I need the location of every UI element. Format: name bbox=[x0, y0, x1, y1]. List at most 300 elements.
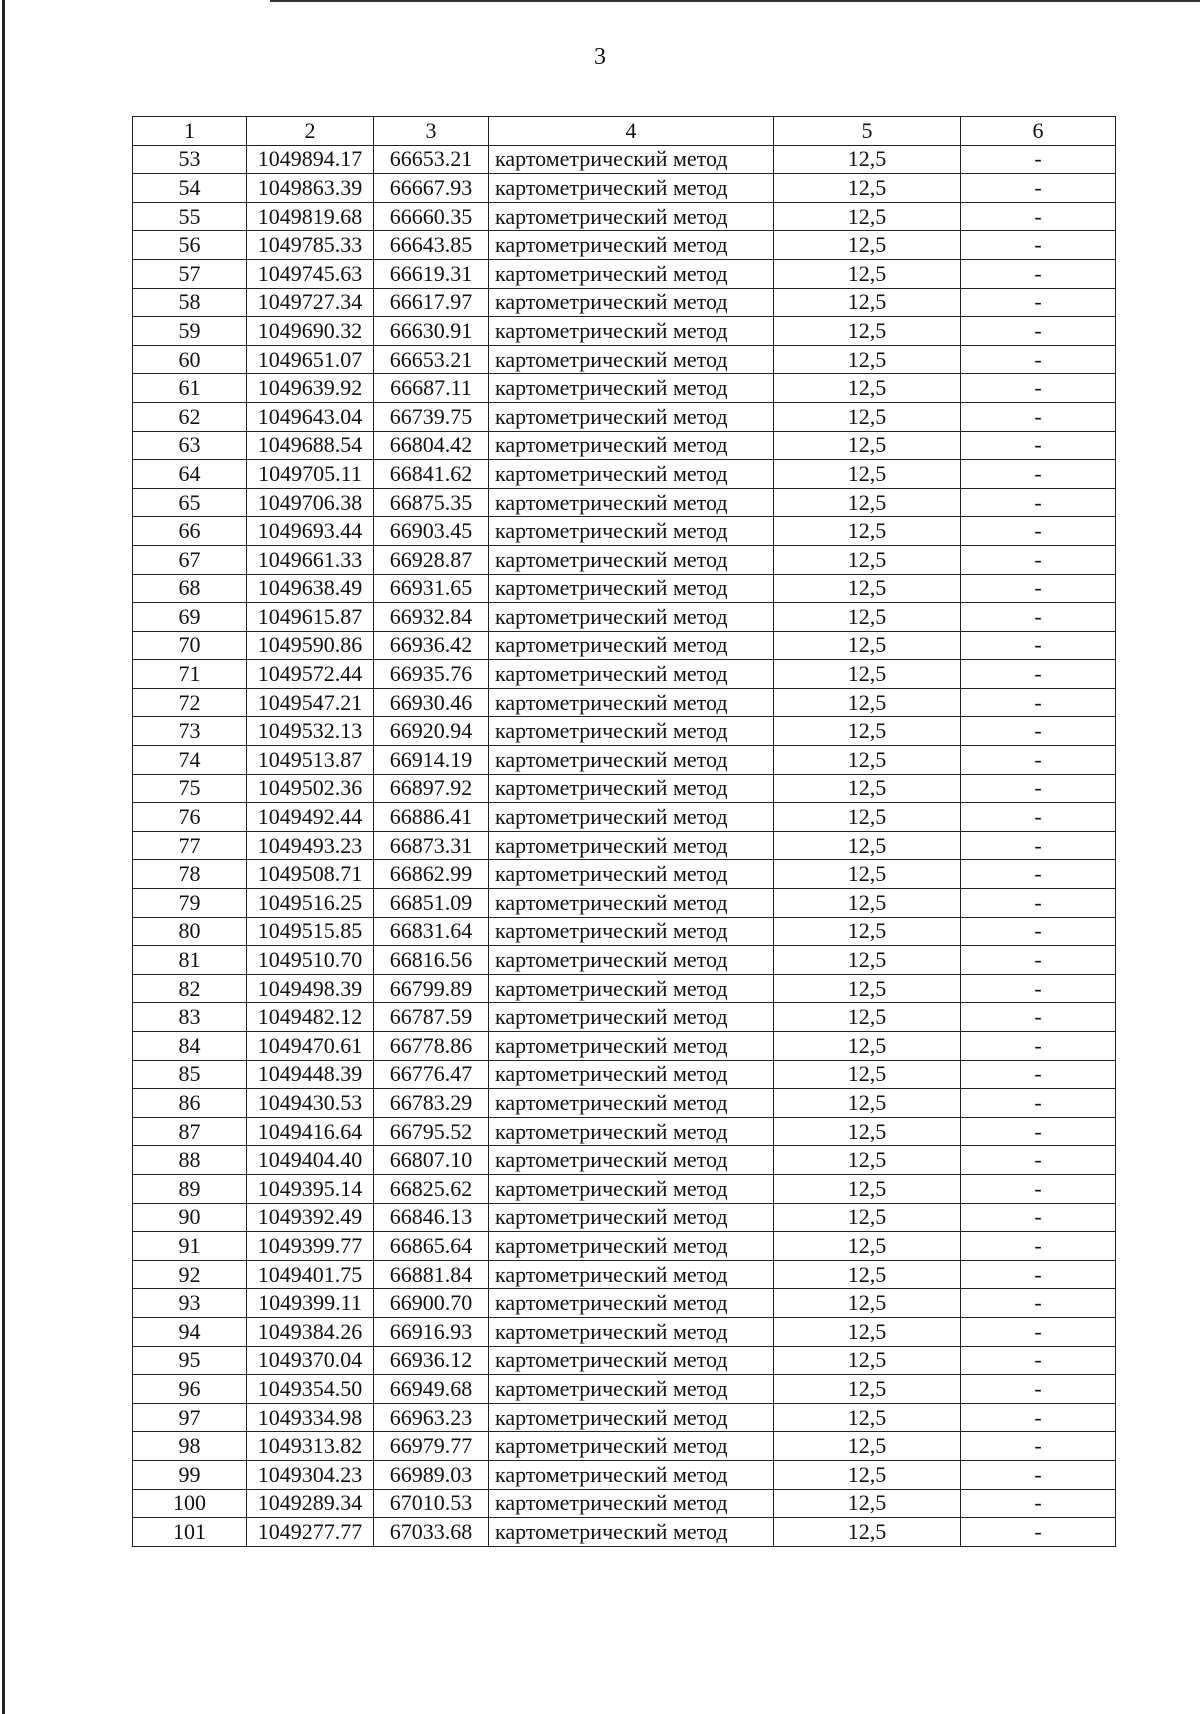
description-cell: - bbox=[961, 259, 1116, 288]
x-coordinate-cell: 1049705.11 bbox=[247, 460, 374, 489]
point-number-cell: 80 bbox=[133, 917, 247, 946]
table-row bbox=[133, 517, 1116, 546]
method-cell: картометрический метод bbox=[489, 1403, 774, 1432]
description-cell: - bbox=[961, 345, 1116, 374]
point-number-cell: 56 bbox=[133, 231, 247, 260]
y-coordinate-cell: 66846.13 bbox=[374, 1203, 489, 1232]
description-cell: - bbox=[961, 517, 1116, 546]
x-coordinate-cell: 1049395.14 bbox=[247, 1174, 374, 1203]
method-cell: картометрический метод bbox=[489, 545, 774, 574]
description-cell: - bbox=[961, 1375, 1116, 1404]
description-cell: - bbox=[961, 574, 1116, 603]
accuracy-cell: 12,5 bbox=[774, 1089, 961, 1118]
y-coordinate-cell: 66963.23 bbox=[374, 1403, 489, 1432]
y-coordinate-cell: 66776.47 bbox=[374, 1060, 489, 1089]
column-header-1: 1 bbox=[133, 117, 247, 146]
page-number: 3 bbox=[594, 44, 606, 70]
x-coordinate-cell: 1049572.44 bbox=[247, 660, 374, 689]
point-number-cell: 54 bbox=[133, 174, 247, 203]
accuracy-cell: 12,5 bbox=[774, 1146, 961, 1175]
table-row bbox=[133, 1289, 1116, 1318]
method-cell: картометрический метод bbox=[489, 1317, 774, 1346]
point-number-cell: 73 bbox=[133, 717, 247, 746]
accuracy-cell: 12,5 bbox=[774, 431, 961, 460]
method-cell: картометрический метод bbox=[489, 889, 774, 918]
point-number-cell: 89 bbox=[133, 1174, 247, 1203]
description-cell: - bbox=[961, 460, 1116, 489]
x-coordinate-cell: 1049688.54 bbox=[247, 431, 374, 460]
y-coordinate-cell: 66831.64 bbox=[374, 917, 489, 946]
y-coordinate-cell: 66687.11 bbox=[374, 374, 489, 403]
x-coordinate-cell: 1049370.04 bbox=[247, 1346, 374, 1375]
y-coordinate-cell: 66825.62 bbox=[374, 1174, 489, 1203]
y-coordinate-cell: 66886.41 bbox=[374, 803, 489, 832]
method-cell: картометрический метод bbox=[489, 574, 774, 603]
accuracy-cell: 12,5 bbox=[774, 1346, 961, 1375]
method-cell: картометрический метод bbox=[489, 917, 774, 946]
x-coordinate-cell: 1049615.87 bbox=[247, 603, 374, 632]
x-coordinate-cell: 1049289.34 bbox=[247, 1489, 374, 1518]
accuracy-cell: 12,5 bbox=[774, 946, 961, 975]
x-coordinate-cell: 1049277.77 bbox=[247, 1518, 374, 1547]
y-coordinate-cell: 66931.65 bbox=[374, 574, 489, 603]
description-cell: - bbox=[961, 974, 1116, 1003]
point-number-cell: 77 bbox=[133, 831, 247, 860]
accuracy-cell: 12,5 bbox=[774, 1317, 961, 1346]
table-row bbox=[133, 145, 1116, 174]
accuracy-cell: 12,5 bbox=[774, 889, 961, 918]
description-cell: - bbox=[961, 1089, 1116, 1118]
table-row bbox=[133, 488, 1116, 517]
accuracy-cell: 12,5 bbox=[774, 488, 961, 517]
accuracy-cell: 12,5 bbox=[774, 1060, 961, 1089]
table-row bbox=[133, 1003, 1116, 1032]
method-cell: картометрический метод bbox=[489, 174, 774, 203]
x-coordinate-cell: 1049416.64 bbox=[247, 1117, 374, 1146]
table-row bbox=[133, 1117, 1116, 1146]
y-coordinate-cell: 66865.64 bbox=[374, 1232, 489, 1261]
description-cell: - bbox=[961, 1489, 1116, 1518]
y-coordinate-cell: 66851.09 bbox=[374, 889, 489, 918]
accuracy-cell: 12,5 bbox=[774, 374, 961, 403]
accuracy-cell: 12,5 bbox=[774, 1174, 961, 1203]
point-number-cell: 60 bbox=[133, 345, 247, 374]
accuracy-cell: 12,5 bbox=[774, 1232, 961, 1261]
table-row bbox=[133, 860, 1116, 889]
x-coordinate-cell: 1049493.23 bbox=[247, 831, 374, 860]
table-row bbox=[133, 1460, 1116, 1489]
method-cell: картометрический метод bbox=[489, 345, 774, 374]
y-coordinate-cell: 66920.94 bbox=[374, 717, 489, 746]
method-cell: картометрический метод bbox=[489, 1060, 774, 1089]
point-number-cell: 69 bbox=[133, 603, 247, 632]
point-number-cell: 53 bbox=[133, 145, 247, 174]
method-cell: картометрический метод bbox=[489, 317, 774, 346]
column-header-4: 4 bbox=[489, 117, 774, 146]
x-coordinate-cell: 1049404.40 bbox=[247, 1146, 374, 1175]
y-coordinate-cell: 66667.93 bbox=[374, 174, 489, 203]
method-cell: картометрический метод bbox=[489, 145, 774, 174]
x-coordinate-cell: 1049470.61 bbox=[247, 1032, 374, 1061]
method-cell: картометрический метод bbox=[489, 603, 774, 632]
method-cell: картометрический метод bbox=[489, 831, 774, 860]
x-coordinate-cell: 1049863.39 bbox=[247, 174, 374, 203]
accuracy-cell: 12,5 bbox=[774, 517, 961, 546]
description-cell: - bbox=[961, 431, 1116, 460]
table-row bbox=[133, 1346, 1116, 1375]
point-number-cell: 68 bbox=[133, 574, 247, 603]
y-coordinate-cell: 66783.29 bbox=[374, 1089, 489, 1118]
scan-top-edge bbox=[270, 0, 1200, 2]
point-number-cell: 66 bbox=[133, 517, 247, 546]
table-row bbox=[133, 774, 1116, 803]
table-row bbox=[133, 831, 1116, 860]
point-number-cell: 85 bbox=[133, 1060, 247, 1089]
point-number-cell: 79 bbox=[133, 889, 247, 918]
point-number-cell: 98 bbox=[133, 1432, 247, 1461]
y-coordinate-cell: 66617.97 bbox=[374, 288, 489, 317]
description-cell: - bbox=[961, 1003, 1116, 1032]
y-coordinate-cell: 66619.31 bbox=[374, 259, 489, 288]
method-cell: картометрический метод bbox=[489, 774, 774, 803]
description-cell: - bbox=[961, 288, 1116, 317]
y-coordinate-cell: 66643.85 bbox=[374, 231, 489, 260]
accuracy-cell: 12,5 bbox=[774, 1260, 961, 1289]
accuracy-cell: 12,5 bbox=[774, 1289, 961, 1318]
description-cell: - bbox=[961, 717, 1116, 746]
accuracy-cell: 12,5 bbox=[774, 1032, 961, 1061]
accuracy-cell: 12,5 bbox=[774, 660, 961, 689]
table-row bbox=[133, 946, 1116, 975]
method-cell: картометрический метод bbox=[489, 460, 774, 489]
method-cell: картометрический метод bbox=[489, 1460, 774, 1489]
point-number-cell: 82 bbox=[133, 974, 247, 1003]
method-cell: картометрический метод bbox=[489, 1289, 774, 1318]
table-row bbox=[133, 288, 1116, 317]
point-number-cell: 74 bbox=[133, 746, 247, 775]
x-coordinate-cell: 1049498.39 bbox=[247, 974, 374, 1003]
y-coordinate-cell: 66660.35 bbox=[374, 202, 489, 231]
x-coordinate-cell: 1049638.49 bbox=[247, 574, 374, 603]
table-row bbox=[133, 545, 1116, 574]
method-cell: картометрический метод bbox=[489, 231, 774, 260]
accuracy-cell: 12,5 bbox=[774, 545, 961, 574]
y-coordinate-cell: 66778.86 bbox=[374, 1032, 489, 1061]
point-number-cell: 93 bbox=[133, 1289, 247, 1318]
x-coordinate-cell: 1049690.32 bbox=[247, 317, 374, 346]
accuracy-cell: 12,5 bbox=[774, 259, 961, 288]
method-cell: картометрический метод bbox=[489, 946, 774, 975]
table-row bbox=[133, 1317, 1116, 1346]
x-coordinate-cell: 1049384.26 bbox=[247, 1317, 374, 1346]
accuracy-cell: 12,5 bbox=[774, 1117, 961, 1146]
description-cell: - bbox=[961, 374, 1116, 403]
method-cell: картометрический метод bbox=[489, 402, 774, 431]
description-cell: - bbox=[961, 1174, 1116, 1203]
table-row bbox=[133, 603, 1116, 632]
description-cell: - bbox=[961, 1260, 1116, 1289]
y-coordinate-cell: 66903.45 bbox=[374, 517, 489, 546]
description-cell: - bbox=[961, 402, 1116, 431]
y-coordinate-cell: 66928.87 bbox=[374, 545, 489, 574]
method-cell: картометрический метод bbox=[489, 1346, 774, 1375]
x-coordinate-cell: 1049448.39 bbox=[247, 1060, 374, 1089]
method-cell: картометрический метод bbox=[489, 517, 774, 546]
table-row bbox=[133, 1489, 1116, 1518]
method-cell: картометрический метод bbox=[489, 431, 774, 460]
x-coordinate-cell: 1049502.36 bbox=[247, 774, 374, 803]
point-number-cell: 84 bbox=[133, 1032, 247, 1061]
y-coordinate-cell: 66916.93 bbox=[374, 1317, 489, 1346]
table-row bbox=[133, 1232, 1116, 1261]
description-cell: - bbox=[961, 1403, 1116, 1432]
table-row bbox=[133, 1432, 1116, 1461]
x-coordinate-cell: 1049651.07 bbox=[247, 345, 374, 374]
x-coordinate-cell: 1049508.71 bbox=[247, 860, 374, 889]
y-coordinate-cell: 66630.91 bbox=[374, 317, 489, 346]
method-cell: картометрический метод bbox=[489, 660, 774, 689]
table-body bbox=[133, 145, 1116, 1546]
y-coordinate-cell: 66936.12 bbox=[374, 1346, 489, 1375]
method-cell: картометрический метод bbox=[489, 488, 774, 517]
accuracy-cell: 12,5 bbox=[774, 774, 961, 803]
description-cell: - bbox=[961, 917, 1116, 946]
table-row bbox=[133, 1032, 1116, 1061]
table-row bbox=[133, 660, 1116, 689]
description-cell: - bbox=[961, 488, 1116, 517]
table-row bbox=[133, 259, 1116, 288]
x-coordinate-cell: 1049304.23 bbox=[247, 1460, 374, 1489]
point-number-cell: 65 bbox=[133, 488, 247, 517]
accuracy-cell: 12,5 bbox=[774, 1375, 961, 1404]
method-cell: картометрический метод bbox=[489, 1232, 774, 1261]
table-row bbox=[133, 431, 1116, 460]
point-number-cell: 91 bbox=[133, 1232, 247, 1261]
point-number-cell: 59 bbox=[133, 317, 247, 346]
table-row bbox=[133, 717, 1116, 746]
method-cell: картометрический метод bbox=[489, 717, 774, 746]
table-row bbox=[133, 1146, 1116, 1175]
y-coordinate-cell: 66989.03 bbox=[374, 1460, 489, 1489]
method-cell: картометрический метод bbox=[489, 374, 774, 403]
point-number-cell: 61 bbox=[133, 374, 247, 403]
y-coordinate-cell: 66930.46 bbox=[374, 688, 489, 717]
description-cell: - bbox=[961, 1232, 1116, 1261]
description-cell: - bbox=[961, 231, 1116, 260]
table-row bbox=[133, 460, 1116, 489]
y-coordinate-cell: 66900.70 bbox=[374, 1289, 489, 1318]
x-coordinate-cell: 1049313.82 bbox=[247, 1432, 374, 1461]
table-row bbox=[133, 402, 1116, 431]
accuracy-cell: 12,5 bbox=[774, 574, 961, 603]
y-coordinate-cell: 66862.99 bbox=[374, 860, 489, 889]
x-coordinate-cell: 1049334.98 bbox=[247, 1403, 374, 1432]
method-cell: картометрический метод bbox=[489, 1089, 774, 1118]
point-number-cell: 87 bbox=[133, 1117, 247, 1146]
x-coordinate-cell: 1049399.11 bbox=[247, 1289, 374, 1318]
point-number-cell: 75 bbox=[133, 774, 247, 803]
table-row bbox=[133, 1089, 1116, 1118]
x-coordinate-cell: 1049785.33 bbox=[247, 231, 374, 260]
description-cell: - bbox=[961, 1346, 1116, 1375]
accuracy-cell: 12,5 bbox=[774, 231, 961, 260]
y-coordinate-cell: 66897.92 bbox=[374, 774, 489, 803]
x-coordinate-cell: 1049639.92 bbox=[247, 374, 374, 403]
method-cell: картометрический метод bbox=[489, 803, 774, 832]
method-cell: картометрический метод bbox=[489, 1203, 774, 1232]
column-header-6: 6 bbox=[961, 117, 1116, 146]
point-number-cell: 70 bbox=[133, 631, 247, 660]
method-cell: картометрический метод bbox=[489, 631, 774, 660]
accuracy-cell: 12,5 bbox=[774, 1403, 961, 1432]
x-coordinate-cell: 1049894.17 bbox=[247, 145, 374, 174]
x-coordinate-cell: 1049532.13 bbox=[247, 717, 374, 746]
y-coordinate-cell: 66799.89 bbox=[374, 974, 489, 1003]
accuracy-cell: 12,5 bbox=[774, 202, 961, 231]
x-coordinate-cell: 1049819.68 bbox=[247, 202, 374, 231]
method-cell: картометрический метод bbox=[489, 746, 774, 775]
x-coordinate-cell: 1049515.85 bbox=[247, 917, 374, 946]
y-coordinate-cell: 66881.84 bbox=[374, 1260, 489, 1289]
description-cell: - bbox=[961, 688, 1116, 717]
x-coordinate-cell: 1049516.25 bbox=[247, 889, 374, 918]
table-row bbox=[133, 202, 1116, 231]
point-number-cell: 57 bbox=[133, 259, 247, 288]
method-cell: картометрический метод bbox=[489, 1518, 774, 1547]
table-row bbox=[133, 1260, 1116, 1289]
table-row bbox=[133, 631, 1116, 660]
y-coordinate-cell: 66949.68 bbox=[374, 1375, 489, 1404]
table-row bbox=[133, 889, 1116, 918]
accuracy-cell: 12,5 bbox=[774, 917, 961, 946]
description-cell: - bbox=[961, 145, 1116, 174]
description-cell: - bbox=[961, 1289, 1116, 1318]
method-cell: картометрический метод bbox=[489, 1260, 774, 1289]
table-row bbox=[133, 1518, 1116, 1547]
accuracy-cell: 12,5 bbox=[774, 746, 961, 775]
y-coordinate-cell: 66932.84 bbox=[374, 603, 489, 632]
accuracy-cell: 12,5 bbox=[774, 860, 961, 889]
table-row bbox=[133, 174, 1116, 203]
y-coordinate-cell: 66653.21 bbox=[374, 345, 489, 374]
accuracy-cell: 12,5 bbox=[774, 831, 961, 860]
column-header-3: 3 bbox=[374, 117, 489, 146]
accuracy-cell: 12,5 bbox=[774, 1460, 961, 1489]
method-cell: картометрический метод bbox=[489, 1146, 774, 1175]
point-number-cell: 86 bbox=[133, 1089, 247, 1118]
point-number-cell: 62 bbox=[133, 402, 247, 431]
description-cell: - bbox=[961, 1460, 1116, 1489]
table-row bbox=[133, 231, 1116, 260]
y-coordinate-cell: 66787.59 bbox=[374, 1003, 489, 1032]
method-cell: картометрический метод bbox=[489, 1003, 774, 1032]
description-cell: - bbox=[961, 1518, 1116, 1547]
accuracy-cell: 12,5 bbox=[774, 402, 961, 431]
x-coordinate-cell: 1049547.21 bbox=[247, 688, 374, 717]
accuracy-cell: 12,5 bbox=[774, 717, 961, 746]
x-coordinate-cell: 1049354.50 bbox=[247, 1375, 374, 1404]
y-coordinate-cell: 66979.77 bbox=[374, 1432, 489, 1461]
method-cell: картометрический метод bbox=[489, 1489, 774, 1518]
description-cell: - bbox=[961, 631, 1116, 660]
y-coordinate-cell: 66804.42 bbox=[374, 431, 489, 460]
point-number-cell: 96 bbox=[133, 1375, 247, 1404]
point-number-cell: 99 bbox=[133, 1460, 247, 1489]
point-number-cell: 67 bbox=[133, 545, 247, 574]
accuracy-cell: 12,5 bbox=[774, 974, 961, 1003]
description-cell: - bbox=[961, 545, 1116, 574]
column-header-5: 5 bbox=[774, 117, 961, 146]
x-coordinate-cell: 1049492.44 bbox=[247, 803, 374, 832]
description-cell: - bbox=[961, 174, 1116, 203]
x-coordinate-cell: 1049590.86 bbox=[247, 631, 374, 660]
point-number-cell: 95 bbox=[133, 1346, 247, 1375]
description-cell: - bbox=[961, 1060, 1116, 1089]
description-cell: - bbox=[961, 803, 1116, 832]
y-coordinate-cell: 66935.76 bbox=[374, 660, 489, 689]
y-coordinate-cell: 66914.19 bbox=[374, 746, 489, 775]
x-coordinate-cell: 1049510.70 bbox=[247, 946, 374, 975]
x-coordinate-cell: 1049430.53 bbox=[247, 1089, 374, 1118]
accuracy-cell: 12,5 bbox=[774, 345, 961, 374]
description-cell: - bbox=[961, 889, 1116, 918]
point-number-cell: 92 bbox=[133, 1260, 247, 1289]
accuracy-cell: 12,5 bbox=[774, 688, 961, 717]
description-cell: - bbox=[961, 831, 1116, 860]
x-coordinate-cell: 1049727.34 bbox=[247, 288, 374, 317]
point-number-cell: 78 bbox=[133, 860, 247, 889]
accuracy-cell: 12,5 bbox=[774, 603, 961, 632]
x-coordinate-cell: 1049693.44 bbox=[247, 517, 374, 546]
method-cell: картометрический метод bbox=[489, 202, 774, 231]
description-cell: - bbox=[961, 1203, 1116, 1232]
method-cell: картометрический метод bbox=[489, 259, 774, 288]
x-coordinate-cell: 1049745.63 bbox=[247, 259, 374, 288]
point-number-cell: 71 bbox=[133, 660, 247, 689]
description-cell: - bbox=[961, 746, 1116, 775]
accuracy-cell: 12,5 bbox=[774, 803, 961, 832]
accuracy-cell: 12,5 bbox=[774, 631, 961, 660]
x-coordinate-cell: 1049513.87 bbox=[247, 746, 374, 775]
method-cell: картометрический метод bbox=[489, 974, 774, 1003]
y-coordinate-cell: 66875.35 bbox=[374, 488, 489, 517]
point-number-cell: 63 bbox=[133, 431, 247, 460]
x-coordinate-cell: 1049706.38 bbox=[247, 488, 374, 517]
coordinates-table bbox=[132, 116, 1116, 1547]
point-number-cell: 97 bbox=[133, 1403, 247, 1432]
description-cell: - bbox=[961, 317, 1116, 346]
x-coordinate-cell: 1049401.75 bbox=[247, 1260, 374, 1289]
method-cell: картометрический метод bbox=[489, 1174, 774, 1203]
table-row bbox=[133, 688, 1116, 717]
accuracy-cell: 12,5 bbox=[774, 1003, 961, 1032]
point-number-cell: 90 bbox=[133, 1203, 247, 1232]
description-cell: - bbox=[961, 1117, 1116, 1146]
table-row bbox=[133, 1203, 1116, 1232]
table-row bbox=[133, 317, 1116, 346]
description-cell: - bbox=[961, 1317, 1116, 1346]
point-number-cell: 58 bbox=[133, 288, 247, 317]
x-coordinate-cell: 1049399.77 bbox=[247, 1232, 374, 1261]
table-row bbox=[133, 746, 1116, 775]
y-coordinate-cell: 66936.42 bbox=[374, 631, 489, 660]
y-coordinate-cell: 66807.10 bbox=[374, 1146, 489, 1175]
point-number-cell: 64 bbox=[133, 460, 247, 489]
table-row bbox=[133, 917, 1116, 946]
y-coordinate-cell: 66795.52 bbox=[374, 1117, 489, 1146]
point-number-cell: 83 bbox=[133, 1003, 247, 1032]
method-cell: картометрический метод bbox=[489, 288, 774, 317]
